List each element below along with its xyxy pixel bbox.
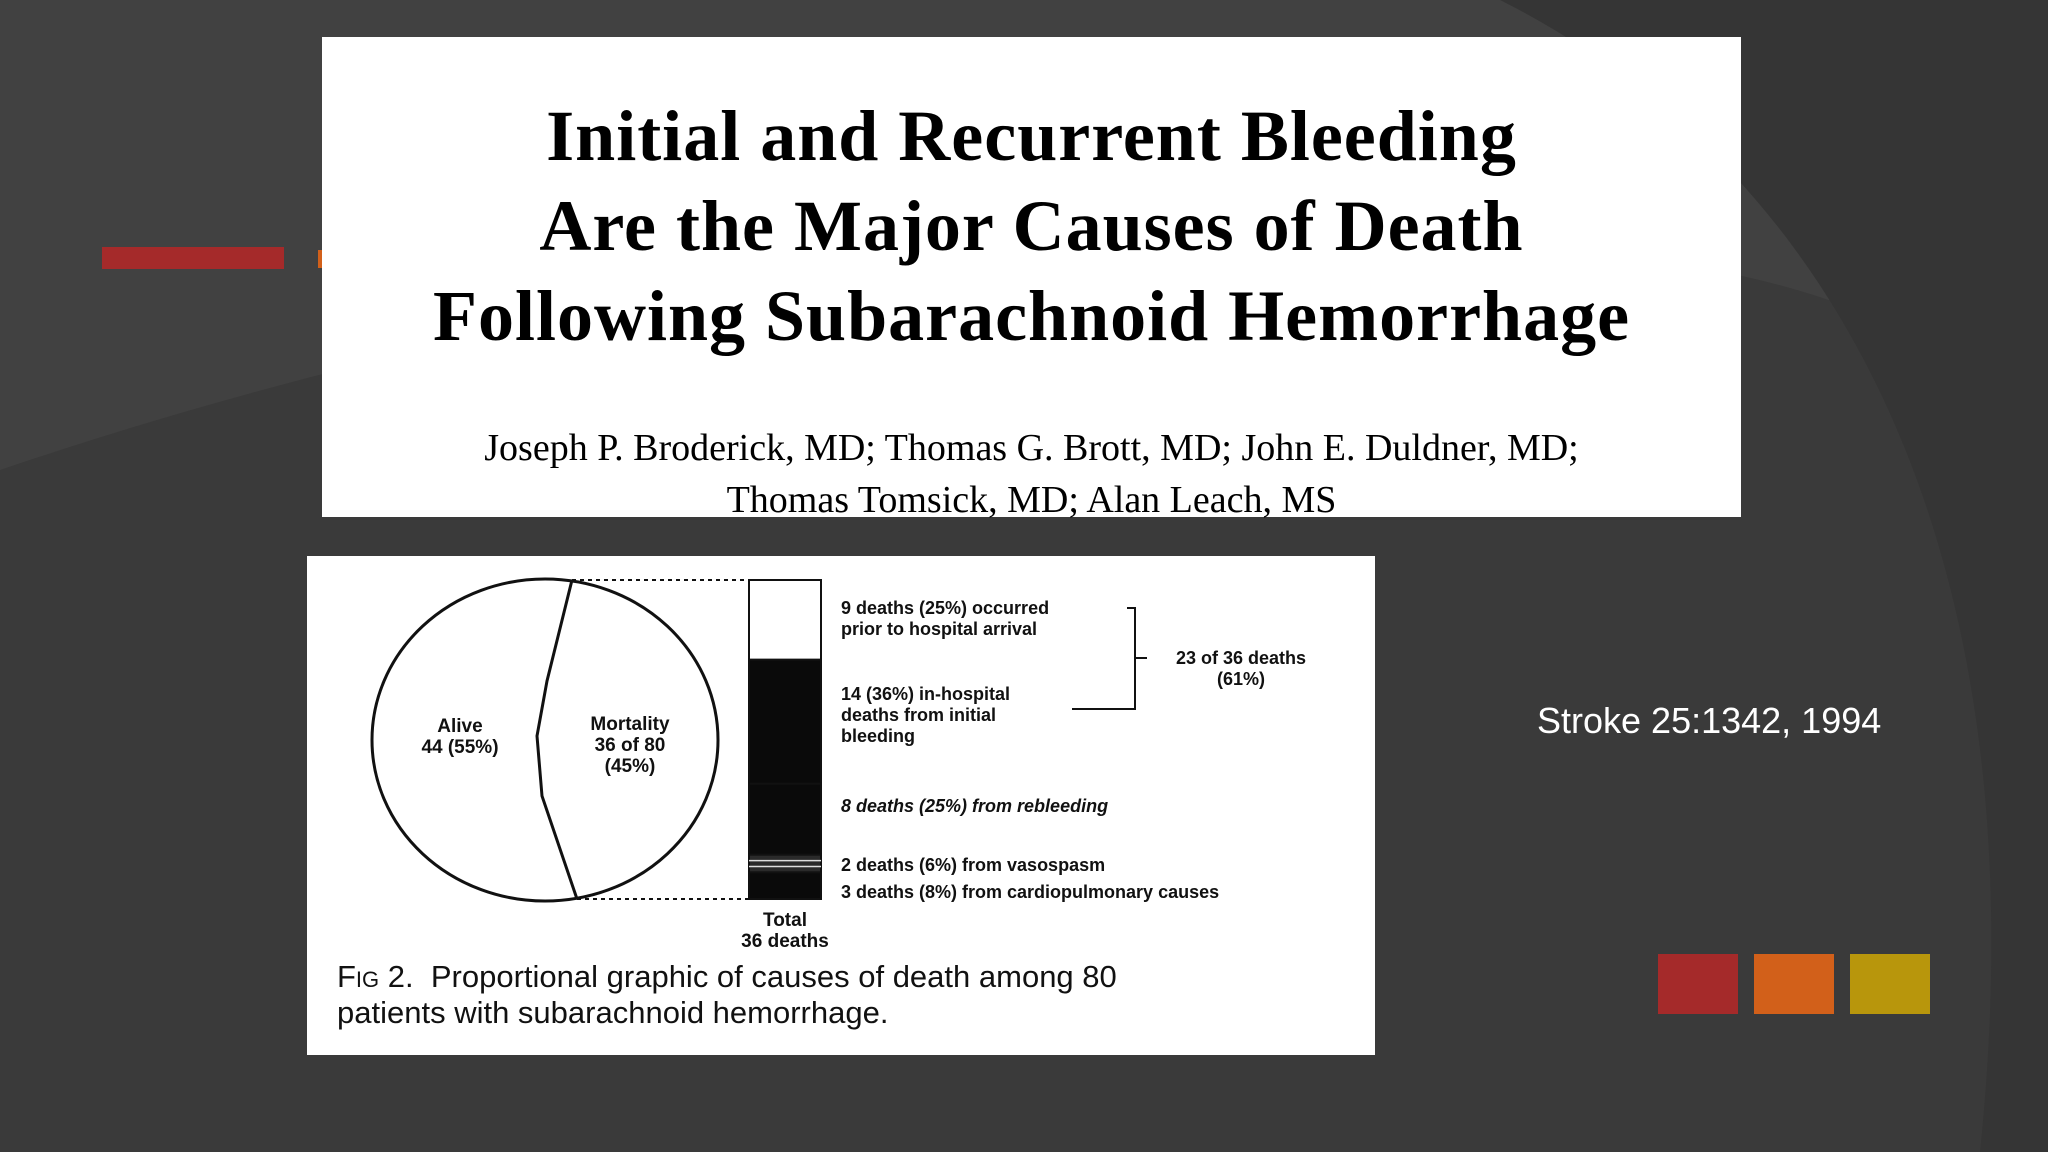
figure-label: Fig 2.	[337, 959, 414, 994]
stack-segment-vasospasm	[749, 855, 821, 873]
paper-title-panel	[322, 37, 1741, 521]
pie-mortality-value: 36 of 80	[594, 735, 666, 756]
annotation-rebleeding: 8 deaths (25%) from rebleeding	[841, 796, 1109, 816]
stack-segment-cardiopulmonary	[749, 872, 821, 899]
caption-text: Proportional graphic of causes of death among 80	[430, 959, 1117, 994]
annotation-inhospital: bleeding	[841, 726, 916, 746]
annotation-prehospital: prior to hospital arrival	[841, 619, 1038, 639]
paper-authors	[322, 422, 1741, 526]
pie-alive-value: 44 (55%)	[421, 737, 499, 758]
stack-total-label: Total	[763, 910, 807, 931]
annotation-inhospital: deaths from initial	[841, 705, 997, 725]
annotation-cardiopulmonary: 3 deaths (8%) from cardiopulmonary causes	[841, 882, 1220, 902]
annotation-inhospital: 14 (36%) in-hospital	[841, 684, 1011, 704]
stack-segment-prehospital	[749, 580, 821, 660]
stack-total-value: 36 deaths	[741, 931, 829, 952]
paper-title-line: Initial and Recurrent Bleeding	[546, 96, 1517, 176]
figure-caption	[337, 959, 1347, 1031]
accent-bar	[102, 247, 284, 269]
paper-title-line: Following Subarachnoid Hemorrhage	[432, 276, 1631, 356]
figure-panel	[307, 556, 1375, 1055]
citation: Stroke 25:1342, 1994	[1537, 700, 1882, 741]
decor-square-orange	[1754, 954, 1834, 1014]
bracket-label: 23 of 36 deaths	[1175, 648, 1307, 668]
bracket-label: (61%)	[1216, 669, 1266, 689]
pie-alive-label: Alive	[437, 716, 483, 737]
annotation-prehospital: 9 deaths (25%) occurred	[841, 598, 1050, 618]
paper-title	[322, 91, 1741, 361]
authors-line: Thomas Tomsick, MD; Alan Leach, MS	[726, 479, 1337, 521]
bracket	[1072, 608, 1147, 709]
stack-segment-inhospital	[749, 660, 821, 784]
caption-text: patients with subarachnoid hemorrhage.	[337, 995, 889, 1030]
authors-line: Joseph P. Broderick, MD; Thomas G. Brott, MD; John E. Duldner, MD;	[484, 427, 1579, 469]
pie-mortality-pct: (45%)	[604, 756, 656, 777]
stacked-bar	[749, 580, 821, 899]
paper-title-line: Are the Major Causes of Death	[539, 186, 1524, 266]
annotation-vasospasm: 2 deaths (6%) from vasospasm	[841, 855, 1106, 875]
decor-square-gold	[1850, 954, 1930, 1014]
stack-segment-rebleeding	[749, 784, 821, 855]
decor-square-red	[1658, 954, 1738, 1014]
pie-mortality-label: Mortality	[590, 714, 670, 735]
